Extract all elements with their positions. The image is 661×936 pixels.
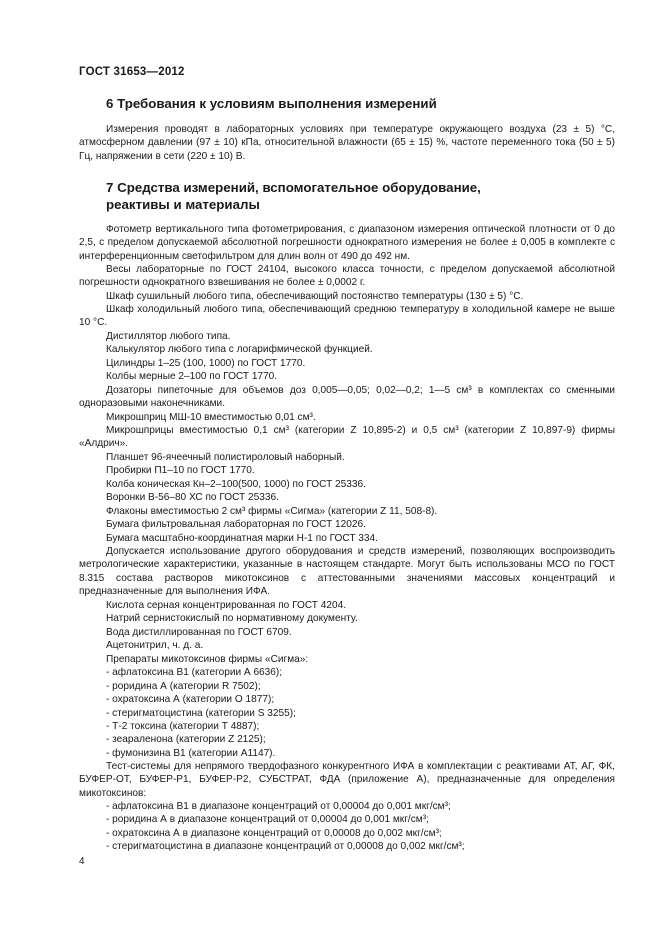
list-item: Флаконы вместимостью 2 см³ фирмы «Сигма» (категории Z 11, 508-8). — [106, 505, 438, 517]
concentration-list — [79, 800, 619, 854]
page-number: 4 — [79, 856, 85, 867]
section-6-title: 6 Требования к условиям выполнения измерений — [106, 96, 437, 111]
reagents-list — [79, 599, 619, 760]
list-item: Колба коническая Кн–2–100(500, 1000) по ГОСТ 25336. — [106, 478, 366, 490]
list-item: Бумага масштабно-координатная марки Н-1 по ГОСТ 334. — [106, 532, 378, 544]
list-item: - афлатоксина В1 (категории А 6636); — [106, 667, 283, 679]
paragraph-scales: Весы лабораторные по ГОСТ 24104, высокого класса точности, с пределом допускаемой абсолютной погрешности однократного взвешивания не более ± 0,0002 г. — [79, 264, 615, 289]
list-item: - Т-2 токсина (категории Т 4887); — [106, 720, 260, 732]
list-item: Ацетонитрил, ч. д. а. — [106, 640, 204, 652]
list-item: - охратоксина А (категории О 1877); — [106, 694, 275, 706]
list-item: Препараты микотоксинов фирмы «Сигма»: — [106, 653, 309, 665]
list-item: - стеригматоцистина в диапазоне концентраций от 0,00008 до 0,002 мкг/см³; — [106, 841, 465, 853]
paragraph-photometer: Фотометр вертикального типа фотометрирования, с диапазоном измерения оптической плотности от 0 до 2,5, с пределом допускаемой абсолютной погрешности однократного измерения не более ± 0,005 в комплекте с интерференционным светофильтром для длин волн от 490 до 492 нм. — [79, 224, 615, 262]
list-item: Пробирки П1–10 по ГОСТ 1770. — [106, 465, 255, 477]
list-item: - фумонизина В1 (категории А1147). — [106, 747, 276, 759]
list-item: - роридина А (категории R 7502); — [106, 680, 261, 692]
list-item: Дистиллятор любого типа. — [106, 331, 231, 342]
paragraph-alternatives: Допускается использование другого оборудования и средств измерений, позволяющих воспроизводить метрологические характеристики, указанные в настоящем стандарте. Могут быть использованы МСО по ГОСТ 8.315 состава растворов микотоксинов с аттестованными значениями массовых концентраций и предназначенные для выполнения ИФА. — [79, 546, 615, 598]
paragraph-microsyringes: Микрошприцы вместимостью 0,1 см³ (категории Z 10,895-2) и 0,5 см³ (категории Z 10,897-9) фирмы «Алдрич». — [79, 425, 615, 450]
section-6-text: Измерения проводят в лабораторных условиях при температуре окружающего воздуха (23 ± 5) °С, атмосферном давлении (97 ± 10) кПа, относительной влажности (65 ± 15) %, частоте переменного тока (50 ± 5) Гц, напряжении в сети (220 ± 10) В. — [79, 124, 615, 162]
list-item: Колбы мерные 2–100 по ГОСТ 1770. — [106, 371, 278, 383]
list-item: Кислота серная концентрированная по ГОСТ 4204. — [106, 600, 347, 611]
list-item: Бумага фильтровальная лабораторная по ГОСТ 12026. — [106, 519, 366, 531]
list-item: - роридина А в диапазоне концентраций от 0,00004 до 0,001 мкг/см³; — [106, 814, 429, 826]
list-item: - зеараленона (категории Z 2125); — [106, 734, 266, 746]
list-item: Цилиндры 1–25 (100, 1000) по ГОСТ 1770. — [106, 357, 306, 369]
list-item: - стеригматоцистина (категории S 3255); — [106, 707, 296, 719]
paragraph-drying-cabinet: Шкаф сушильный любого типа, обеспечивающий постоянство температуры (130 ± 5) °С. — [106, 291, 524, 302]
list-item: Планшет 96-ячеечный полистироловый наборный. — [106, 452, 345, 463]
list-item: Натрий сернистокислый по нормативному документу. — [106, 613, 358, 625]
equipment-list-b — [79, 451, 619, 545]
list-item: - охратоксина А в диапазоне концентраций от 0,00008 до 0,002 мкг/см³; — [106, 827, 442, 839]
list-item: Воронки В-56–80 ХС по ГОСТ 25336. — [106, 492, 279, 504]
list-item: Микрошприц МШ-10 вместимостью 0,01 см³. — [106, 412, 316, 423]
document-header: ГОСТ 31653—2012 — [79, 66, 185, 78]
paragraph-dispensers: Дозаторы пипеточные для объемов доз 0,005—0,05; 0,02—0,2; 1—5 см³ в комплектах со сменными одноразовыми наконечниками. — [79, 385, 615, 410]
equipment-list-a — [79, 330, 619, 384]
section-7-title-line2: реактивы и материалы — [106, 197, 260, 212]
paragraph-test-systems: Тест-системы для непрямого твердофазного конкурентного ИФА в комплектации с реактивами АТ, АГ, ФК, БУФЕР-ОТ, БУФЕР-Р1, БУФЕР-Р2, СУБСТРАТ, ФДА (приложение А), предназначенные для определения микотоксинов: — [79, 761, 615, 799]
section-7-title-line1: 7 Средства измерений, вспомогательное оборудование, — [106, 180, 481, 195]
paragraph-refrigerator: Шкаф холодильный любого типа, обеспечивающий среднюю температуру в холодильной камере не выше 10 °С. — [79, 304, 615, 329]
list-item: - афлатоксина В1 в диапазоне концентраций от 0,00004 до 0,001 мкг/см³; — [106, 801, 451, 812]
list-item: Калькулятор любого типа с логарифмической функцией. — [106, 344, 373, 356]
list-item: Вода дистиллированная по ГОСТ 6709. — [106, 626, 292, 638]
